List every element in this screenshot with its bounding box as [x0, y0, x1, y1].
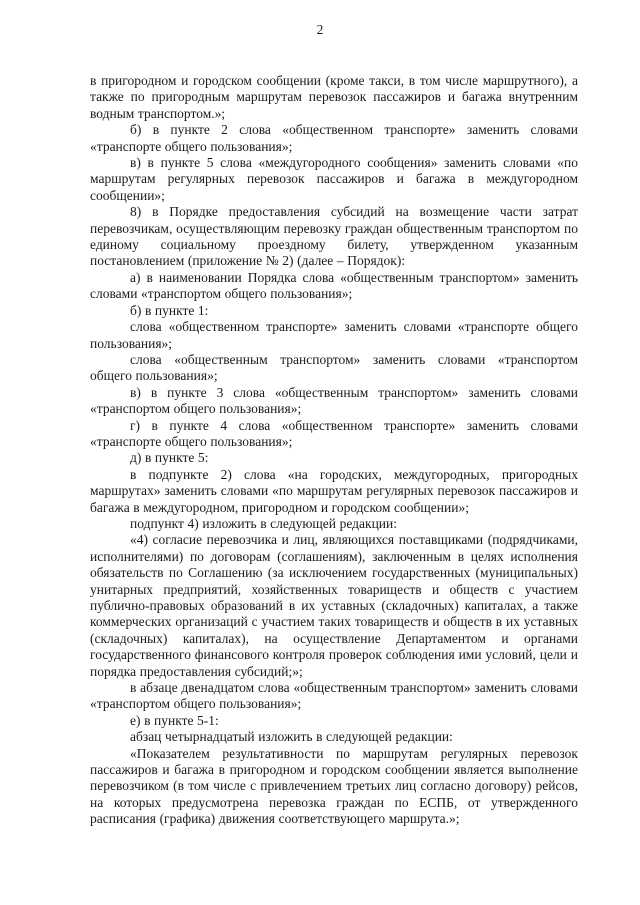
- paragraph-subpoint-2: в подпункте 2) слова «на городских, междугородных, пригородных маршрутах» заменить словами «по маршрутам регулярных перевозок пассажиров и багажа в междугородном, пригородном и городском сообщении»;: [90, 466, 578, 515]
- paragraph-item-d-point-5: д) в пункте 5:: [130, 450, 209, 466]
- paragraph-abzats-12: в абзаце двенадцатом слова «общественным транспортом» заменить словами «транспортом общего пользования»;: [90, 680, 578, 712]
- document-body: [90, 73, 578, 828]
- paragraph-item-v-point-5: в) в пункте 5 слова «междугородного сообщения» заменить словами «по маршрутам регулярных перевозок пассажиров и багажа в междугородном сообщении»;: [90, 155, 578, 203]
- paragraph-words-replace-1: слова «общественном транспорте» заменить словами «транспорте общего пользования»;: [90, 319, 578, 351]
- paragraph-item-g-point-4: г) в пункте 4 слова «общественном транспорте» заменить словами «транспорте общего пользования»;: [90, 417, 578, 449]
- paragraph-item-b-point-2: б) в пункте 2 слова «общественном транспорте» заменить словами «транспорте общего пользования»;: [90, 122, 578, 154]
- paragraph-continuation: в пригородном и городском сообщении (кроме такси, в том числе маршрутного), а также по пригородным маршрутам перевозок пассажиров и багажа внутренним водным транспортом.»;: [90, 73, 578, 121]
- paragraph-abzats-14-intro: абзац четырнадцатый изложить в следующей редакции:: [130, 729, 453, 745]
- paragraph-words-replace-2: слова «общественным транспортом» заменить словами «транспортом общего пользования»;: [90, 351, 578, 384]
- paragraph-item-8-poryadok: 8) в Порядке предоставления субсидий на возмещение части затрат перевозчикам, осуществляющим перевозку граждан общественным транспортом по единому социальному проездному билету, утвержденном указанным постановлением (приложение № 2) (далее – Порядок):: [90, 204, 578, 269]
- paragraph-item-b-point-1: б) в пункте 1:: [130, 302, 209, 318]
- paragraph-subpoint-4-text: «4) согласие перевозчика и лиц, являющихся поставщиками (подрядчиками, исполнителями) по договорам (соглашениям), заключенным в целях исполнения обязательств по Соглашению (за исключением государственных (муниципальных) унитарных предприятий, хозяйственных товариществ и обществ с участием публично-правовых образований в их уставных (складочных) капиталах, а также коммерческих организаций с участием таких товариществ и обществ в их уставных (складочных) капиталах), на осуществление Департаментом и органами государственного финансового контроля проверок соблюдения ими условий, цели и порядка предоставления субсидий;»;: [90, 532, 578, 679]
- page-number: 2: [316, 22, 324, 37]
- paragraph-item-v-point-3: в) в пункте 3 слова «общественным транспортом» заменить словами «транспортом общего пользования»;: [90, 384, 578, 417]
- paragraph-subpoint-4-intro: подпункт 4) изложить в следующей редакции:: [130, 515, 398, 531]
- paragraph-item-a-title: а) в наименовании Порядка слова «общественным транспортом» заменить словами «транспортом общего пользования»;: [90, 269, 578, 302]
- paragraph-abzats-14-text: «Показателем результативности по маршрутам регулярных перевозок пассажиров и багажа в пригородном и городском сообщении является выполнение перевозчиком (в том числе с привлечением третьих лиц согласно договору) рейсов, на которых предусмотрена перевозка граждан по ЕСПБ, от утвержденного расписания (графика) движения соответствующего маршрута.»;: [90, 745, 578, 827]
- paragraph-item-e-point-5-1: е) в пункте 5-1:: [130, 712, 219, 728]
